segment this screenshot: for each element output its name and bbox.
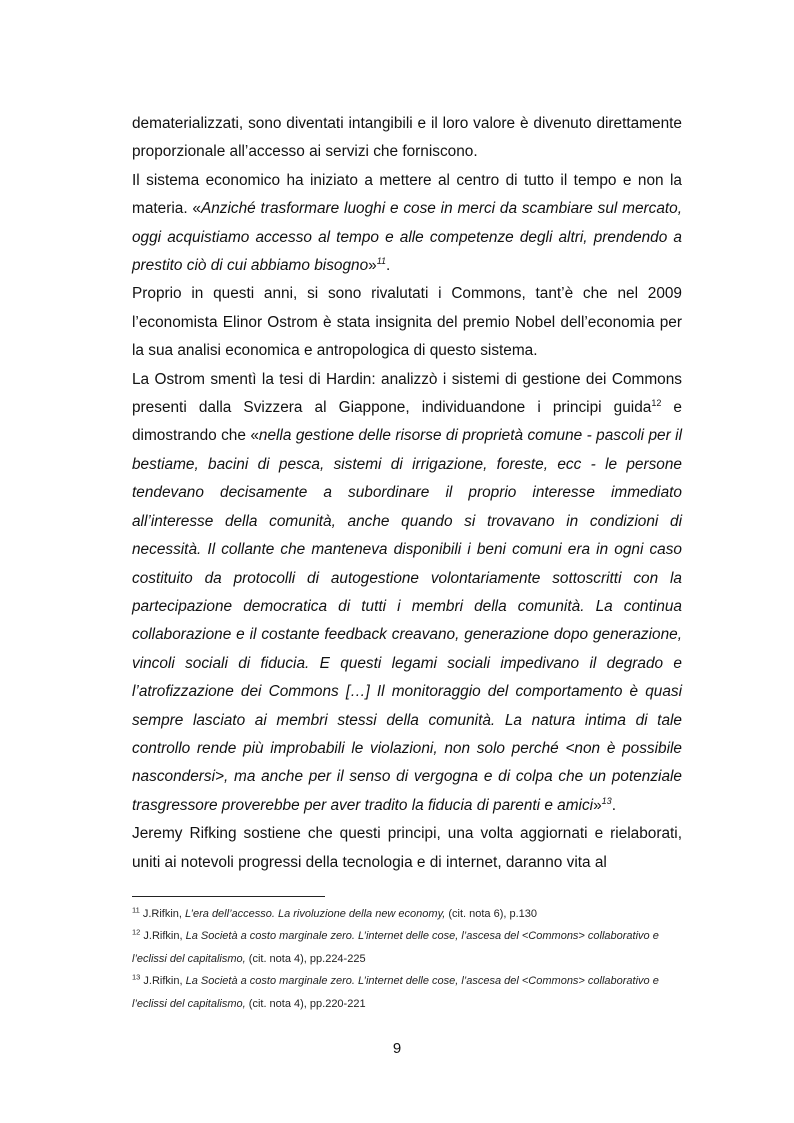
footnote-reference: 11	[376, 255, 387, 266]
text-run: .	[386, 257, 391, 275]
footnote-reference: 11	[132, 905, 140, 915]
footnote-separator	[132, 896, 325, 897]
text-run: »	[593, 796, 602, 814]
paragraph	[132, 167, 682, 281]
paragraph	[132, 366, 682, 821]
text-run: (cit. nota 4), pp.224-225	[245, 952, 366, 965]
italic-text: La Società a costo marginale zero. L’internet delle cose, l’ascesa del <Commons> collaborativo e l’eclissi del capitalismo,	[132, 930, 659, 965]
text-run: J.Rifkin,	[140, 930, 186, 943]
italic-text: La Società a costo marginale zero. L’internet delle cose, l’ascesa del <Commons> collaborativo e l’eclissi del capitalismo,	[132, 975, 659, 1010]
text-run: Proprio in questi anni, si sono rivalutati i Commons, tant’è che nel 2009 l’economista Elinor Ostrom è stata insignita del premio Nobel dell’economia per la sua analisi economica e antropologica di questo sistema.	[132, 285, 682, 360]
text-run: .	[611, 796, 616, 814]
footnote	[132, 903, 692, 925]
footnote	[132, 925, 692, 970]
paragraph	[132, 110, 682, 167]
footnote-reference: 13	[132, 972, 141, 982]
text-run: La Ostrom smentì la tesi di Hardin: analizzò i sistemi di gestione dei Commons presenti dalla Svizzera al Giappone, individuandone i principi guida	[132, 370, 682, 417]
footnote-reference: 12	[132, 927, 141, 937]
text-run: »	[368, 257, 377, 275]
italic-text: nella gestione delle risorse di proprietà comune - pascoli per il bestiame, bacini di pesca, sistemi di irrigazione, foreste, ecc - le persone tendevano decisamente a subordinare il proprio interesse immediato all’interesse della comunità, anche quando si trovavano in condizioni di necessità. Il collante che manteneva disponibili i beni comuni era in ogni caso costituito da protocolli di autogestione volontariamente sottoscritti con la partecipazione democratica di tutti i membri della comunità. La continua collaborazione e il costante feedback creavano, generazione dopo generazione, vincoli sociali di fiducia. E questi legami sociali impedivano il degrado e l’atrofizzazione dei Commons […] Il monitoraggio del comportamento è quasi sempre lasciato ai membri stessi della comunità. La natura intima di tale controllo rende più improbabili le violazioni, non solo perché <non è possibile nascondersi>, ma anche per il senso di vergogna e di colpa che un potenziale trasgressore proverebbe per aver tradito la fiducia di parenti e amici	[132, 427, 682, 814]
italic-text: L’era dell’accesso. La rivoluzione della new economy,	[185, 908, 446, 920]
paragraph	[132, 820, 682, 877]
footnotes	[132, 903, 692, 1015]
text-run: (cit. nota 6), p.130	[445, 908, 538, 920]
text-run: J.Rifkin,	[140, 975, 186, 988]
body-text	[132, 110, 682, 877]
text-run: e dimostrando che «	[132, 399, 682, 445]
text-run: dematerializzati, sono diventati intangibili e il loro valore è divenuto direttamente proporzionale all’accesso ai servizi che forniscono.	[132, 115, 682, 161]
footnote-reference: 12	[651, 397, 662, 408]
text-run: J.Rifkin,	[139, 908, 186, 920]
footnote	[132, 970, 692, 1015]
text-run: (cit. nota 4), pp.220-221	[245, 997, 366, 1010]
paragraph	[132, 280, 682, 365]
page-number: 9	[392, 1040, 402, 1057]
text-run: Il sistema economico ha iniziato a mettere al centro di tutto il tempo e non la materia. «	[132, 171, 682, 218]
italic-text: Anziché trasformare luoghi e cose in merci da scambiare sul mercato, oggi acquistiamo accesso al tempo e alle competenze degli altri, prendendo a prestito ciò di cui abbiamo bisogno	[132, 200, 682, 275]
text-run: Jeremy Rifking sostiene che questi principi, una volta aggiornati e rielaborati, uniti ai notevoli progressi della tecnologia e di internet, daranno vita al	[132, 825, 682, 871]
footnote-reference: 13	[601, 795, 612, 806]
